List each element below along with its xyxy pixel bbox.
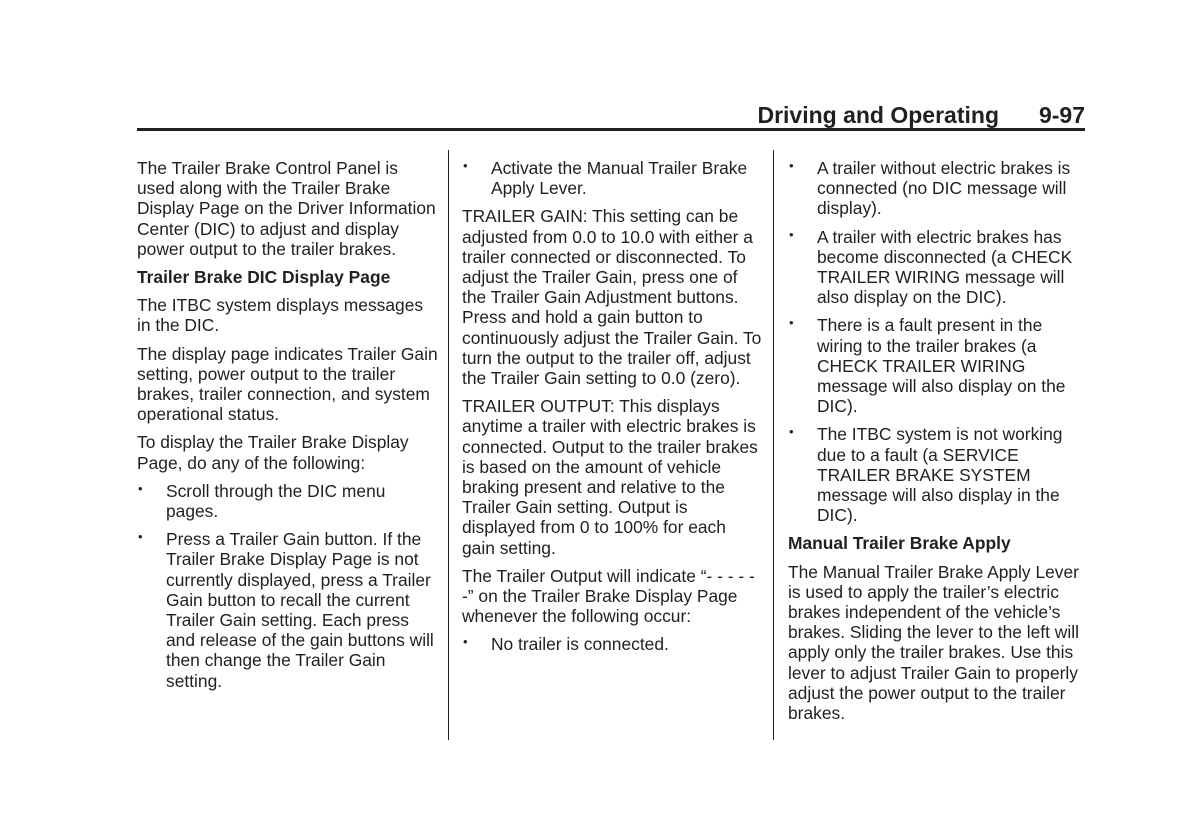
bullet-list xyxy=(788,158,1086,525)
intro-paragraph: The Trailer Brake Control Panel is used along with the Trailer Brake Display Page on the Driver Information Center (DIC) to adjust and display power output to the trailer brakes. xyxy=(137,158,436,259)
list-item xyxy=(788,227,1086,308)
list-item-text: A trailer with electric brakes has become disconnected (a CHECK TRAILER WIRING message will also display on the DIC). xyxy=(817,226,1073,308)
paragraph: To display the Trailer Brake Display Page, do any of the following: xyxy=(137,432,409,473)
page-number: 9-97 xyxy=(1038,102,1085,128)
section-title: Driving and Operating xyxy=(757,102,999,128)
list-item xyxy=(788,424,1086,525)
section-heading-manual-apply: Manual Trailer Brake Apply xyxy=(788,533,1011,554)
list-item-text: Scroll through the DIC menu pages. xyxy=(166,480,386,522)
list-item xyxy=(137,529,439,691)
bullet-icon: • xyxy=(789,424,794,440)
bullet-icon: • xyxy=(463,158,468,173)
column-2 xyxy=(462,158,762,663)
bullet-icon: • xyxy=(789,226,794,242)
bullet-list xyxy=(462,158,762,198)
paragraph: The ITBC system displays messages in the DIC. xyxy=(137,295,424,336)
paragraph: The display page indicates Trailer Gain setting, power output to the trailer brakes, trailer connection, and system operational status. xyxy=(137,343,438,425)
paragraph: The Manual Trailer Brake Apply Lever is used to apply the trailer’s electric brakes independent of the vehicle’s brakes. Sliding the lever to the left will apply only the trailer brakes. Use this lever to adjust Trailer Gain to properly adjust the power output to the trailer brakes. xyxy=(788,561,1079,724)
list-item xyxy=(788,315,1086,416)
bullet-icon: • xyxy=(138,480,143,496)
list-item xyxy=(137,481,439,521)
bullet-list xyxy=(137,481,439,691)
section-heading-display-page: Trailer Brake DIC Display Page xyxy=(137,267,391,288)
paragraph: The Trailer Output will indicate “- - - - - -” on the Trailer Brake Display Page whenever the following occur: xyxy=(462,565,755,627)
bullet-icon: • xyxy=(138,529,143,545)
header-rule xyxy=(137,128,1085,131)
bullet-list xyxy=(462,634,762,654)
list-item-text: No trailer is connected. xyxy=(491,634,669,655)
column-divider-2 xyxy=(773,150,774,740)
list-item xyxy=(462,158,762,198)
list-item xyxy=(788,158,1086,219)
page-header xyxy=(137,100,1085,130)
paragraph-trailer-gain: TRAILER GAIN: This setting can be adjusted from 0.0 to 10.0 with either a trailer connected or disconnected. To adjust the Trailer Gain, press one of the Trailer Gain Adjustment buttons. Press and hold a gain button to continuously adjust the Trailer Gain. To turn the output to the trailer off, adjust the Trailer Gain setting to 0.0 (zero). xyxy=(462,206,762,389)
list-item-text: The ITBC system is not working due to a fault (a SERVICE TRAILER BRAKE SYSTEM message will also display in the DIC). xyxy=(817,424,1063,526)
list-item xyxy=(462,634,762,654)
column-3 xyxy=(788,158,1086,731)
column-divider-1 xyxy=(448,150,449,740)
bullet-icon: • xyxy=(789,315,794,331)
list-item-text: Press a Trailer Gain button. If the Trailer Brake Display Page is not currently displayed, press a Trailer Gain button to recall the current Trailer Gain setting. Each press and release of the gain buttons will then change the Trailer Gain setting. xyxy=(166,529,434,691)
column-1 xyxy=(137,158,439,699)
bullet-icon: • xyxy=(789,158,794,173)
list-item-text: Activate the Manual Trailer Brake Apply Lever. xyxy=(491,158,748,199)
list-item-text: There is a fault present in the wiring to the trailer brakes (a CHECK TRAILER WIRING message will also display on the DIC). xyxy=(817,315,1066,417)
list-item-text: A trailer without electric brakes is connected (no DIC message will display). xyxy=(817,158,1071,219)
bullet-icon: • xyxy=(463,634,468,650)
paragraph-trailer-output: TRAILER OUTPUT: This displays anytime a trailer with electric brakes is connected. Output to the trailer brakes is based on the amount of vehicle braking present and relative to the Trailer Gain setting. Output is displayed from 0 to 100% for each gain setting. xyxy=(462,396,758,558)
